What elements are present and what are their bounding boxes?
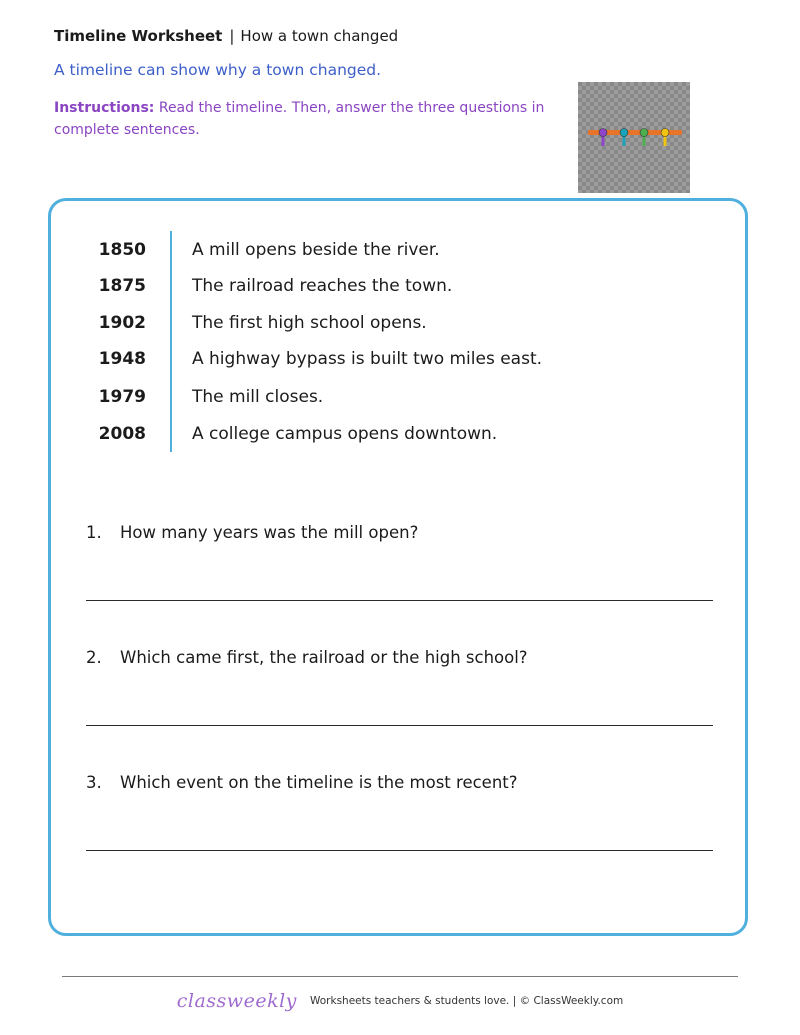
timeline-row	[88, 385, 588, 409]
instructions-text: Read the timeline. Then, answer the three questions in complete sentences.	[54, 100, 545, 138]
timeline-row	[88, 238, 588, 262]
timeline-year: 1902	[98, 313, 146, 333]
timeline-rule	[170, 231, 172, 452]
instructions-label: Instructions:	[54, 100, 155, 116]
timeline-event: The mill closes.	[192, 387, 324, 407]
intro-text: A timeline can show why a town changed.	[54, 61, 382, 79]
timeline	[88, 231, 588, 453]
worksheet-header	[54, 27, 398, 45]
timeline-row	[88, 311, 588, 335]
footer-divider	[62, 976, 738, 977]
timeline-event: The first high school opens.	[192, 313, 427, 333]
timeline-year: 1850	[98, 240, 146, 260]
worksheet-title: Timeline Worksheet	[54, 27, 223, 45]
thumbnail-pin-stem	[602, 136, 605, 146]
question-text: How many years was the mill open?	[120, 523, 419, 542]
question-3	[86, 772, 518, 794]
timeline-year: 1948	[98, 349, 146, 369]
question-number: 1.	[86, 523, 102, 542]
question-text: Which event on the timeline is the most recent?	[120, 773, 518, 792]
thumbnail-pin-stem	[643, 136, 646, 146]
timeline-year: 1875	[98, 276, 146, 296]
footer-tagline: Worksheets teachers & students love. | © ClassWeekly.com	[309, 995, 624, 1007]
question-number: 2.	[86, 648, 102, 667]
thumbnail-pin-stem	[623, 136, 626, 146]
timeline-event: A highway bypass is built two miles east.	[192, 349, 543, 369]
timeline-row	[88, 422, 588, 446]
timeline-row	[88, 347, 588, 371]
thumbnail-pin-dot	[599, 129, 607, 137]
thumbnail-pin-dot	[640, 129, 648, 137]
instructions	[54, 97, 554, 141]
timeline-thumbnail-image	[578, 82, 690, 193]
question-number: 3.	[86, 773, 102, 792]
worksheet-subtitle: How a town changed	[240, 27, 399, 45]
timeline-event: The railroad reaches the town.	[192, 276, 453, 296]
header-separator: |	[229, 27, 235, 45]
thumbnail-pin-dot	[620, 129, 628, 137]
timeline-row	[88, 274, 588, 298]
thumbnail-pin-stem	[664, 136, 667, 146]
timeline-event: A mill opens beside the river.	[192, 240, 440, 260]
footer	[0, 990, 800, 1012]
timeline-thumbnail-icon	[578, 82, 690, 193]
question-2	[86, 647, 528, 669]
timeline-event: A college campus opens downtown.	[192, 424, 498, 444]
thumbnail-pin-dot	[661, 129, 669, 137]
answer-line-3[interactable]	[86, 850, 713, 851]
answer-line-2[interactable]	[86, 725, 713, 726]
question-1	[86, 522, 418, 544]
timeline-year: 1979	[98, 387, 146, 407]
answer-line-1[interactable]	[86, 600, 713, 601]
timeline-year: 2008	[98, 424, 146, 444]
brand-logo: classweekly	[176, 990, 297, 1012]
question-text: Which came first, the railroad or the high school?	[120, 648, 528, 667]
